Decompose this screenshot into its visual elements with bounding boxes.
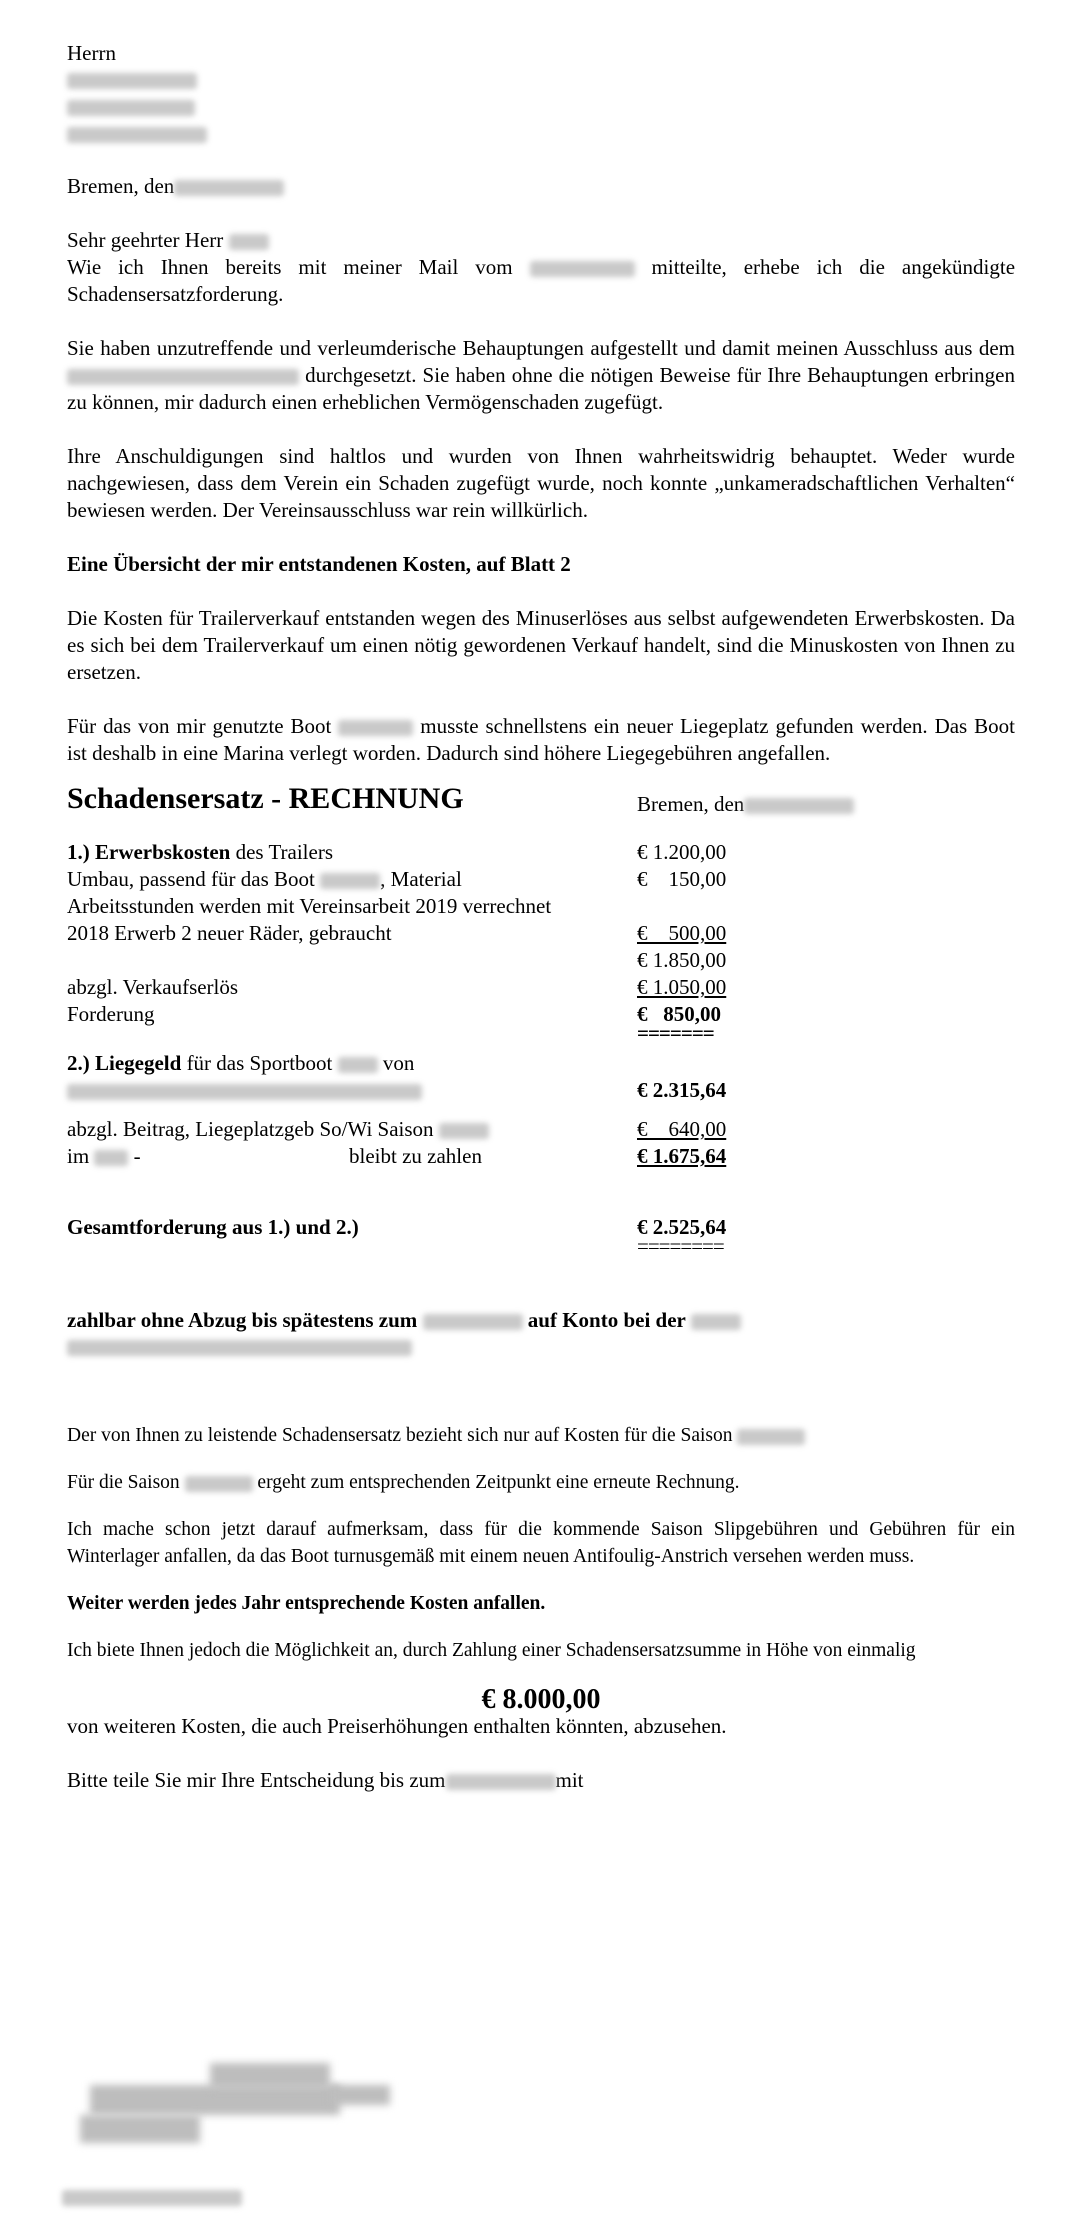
invoice-date-label: Bremen, den — [637, 792, 745, 816]
amount-conversion: € 150,00 — [637, 867, 727, 891]
row-berth-period — [67, 1077, 1015, 1104]
greeting — [67, 227, 1015, 254]
paragraph-accusation — [67, 335, 1015, 416]
redacted-season-2 — [737, 1429, 805, 1445]
letter-page — [67, 40, 1015, 1794]
dash-text: - — [133, 1144, 141, 1168]
invoice-title: Schadensersatz - RECHNUNG — [67, 782, 464, 815]
berth-fee-label — [67, 1050, 414, 1077]
row-berth-fee — [67, 1050, 1015, 1077]
next-season-text-b: ergeht zum entsprechenden Zeitpunkt eine erneute Rechnung. — [257, 1472, 740, 1493]
paragraph-allegations: Ihre Anschuldigungen sind haltlos und wurden von Ihnen wahrheitswidrig behauptet. Weder wurde nachgewiesen, dass dem Verein ein Schaden zugefügt wurde, noch konnte „unkameradschaftlichen Verhalten“ bewiesen werden. Der Vereinsausschluss war rein willkürlich. — [67, 444, 1015, 522]
remaining-prefix — [67, 1143, 141, 1170]
row-remaining — [67, 1143, 1015, 1170]
redacted-period — [67, 1084, 422, 1100]
boat-text-b: musste schnellstens ein neuer Liegeplatz gefunden werden. Das Boot ist deshalb in eine Marina verlegt worden. Dadurch sind höhere Liegegebühren angefallen. — [67, 714, 1015, 765]
redacted-due-date — [423, 1314, 523, 1330]
letter-date-line — [67, 173, 1015, 200]
row-work-hours — [67, 893, 1015, 920]
double-rule-1: ======= — [637, 1021, 714, 1045]
berth-deduction-label — [67, 1116, 489, 1143]
redacted-season — [439, 1123, 489, 1139]
redacted-name — [229, 234, 269, 250]
redacted-boat-name-3 — [338, 1057, 378, 1073]
redacted-date — [174, 180, 284, 196]
boat-text-a: Für das von mir genutzte Boot — [67, 714, 332, 738]
work-hours-text: Arbeitsstunden werden mit Vereinsarbeit 2019 verrechnet — [67, 894, 552, 918]
redacted-recipient-name — [67, 73, 197, 89]
conversion-text-a: Umbau, passend für das Boot — [67, 867, 315, 891]
amount-wheels: € 500,00 — [637, 921, 727, 945]
amount-berth-deduction: € 640,00 — [637, 1117, 727, 1141]
payment-terms — [67, 1307, 1015, 1334]
greeting-text: Sehr geehrter Herr — [67, 228, 224, 252]
redacted-sender-name — [62, 2190, 242, 2206]
decision-text-b: mit — [555, 1768, 584, 1792]
row-berth-deduction — [67, 1116, 1015, 1143]
amount-sale-proceeds: € 1.050,00 — [637, 975, 727, 999]
redacted-deadline — [446, 1774, 556, 1790]
paragraph-trailer: Die Kosten für Trailerverkauf entstanden wegen des Minuserlöses aus selbst aufgewendeten Erwerbskosten. Da es sich bei dem Trailerverkauf um einen nötig gewordenen Verkauf handelt, sind die Minuskosten von Ihnen zu ersetzen. — [67, 606, 1015, 684]
payment-text-b: auf Konto bei der — [527, 1308, 686, 1332]
redacted-season-3 — [185, 1476, 253, 1492]
redacted-invoice-date — [744, 798, 854, 814]
remaining-label: bleibt zu zahlen — [349, 1144, 482, 1168]
redacted-recipient-street — [67, 100, 195, 116]
row-spacer-2 — [67, 1170, 1015, 1214]
section2-heading: 2.) Liegegeld — [67, 1051, 182, 1075]
berth-period — [67, 1077, 422, 1104]
payment-text-a: zahlbar ohne Abzug bis spätestens zum — [67, 1308, 418, 1332]
redacted-signature — [80, 2045, 420, 2155]
accusation-text-a: Sie haben unzutreffende und verleumderische Behauptungen aufgestellt und damit meinen Ausschluss aus dem — [67, 336, 1015, 360]
section1-heading: 1.) Erwerbskosten — [67, 840, 231, 864]
paragraph-boat — [67, 713, 1015, 767]
next-season-text-a: Für die Saison — [67, 1472, 180, 1493]
closing-next-season — [67, 1469, 1015, 1496]
closing-offer: Ich biete Ihnen jedoch die Möglichkeit an, durch Zahlung einer Schadensersatzsumme in Höhe von einmalig — [67, 1640, 916, 1661]
intro-text-b: mitteilte, erhebe ich die angekündigte Schadensersatzforderung. — [67, 255, 1016, 306]
row-total — [67, 1214, 1015, 1241]
recipient-salutation: Herrn — [67, 41, 116, 65]
closing-upcoming-costs: Ich mache schon jetzt darauf aufmerksam, dass für die kommende Saison Slipgebühren und Gebühren für ein Winterlager anfallen, da das Boot turnusgemäß mit einem neuen Antifoulig-Anstrich versehen werden muss. — [67, 1519, 1015, 1567]
closing-decision — [67, 1767, 1015, 1794]
accusation-text-b: durchgesetzt. Sie haben ohne die nötigen Beweise für Ihre Behauptungen erbringen zu können, mir dadurch einen erheblichen Vermögenschaden zugefügt. — [67, 363, 1015, 414]
row-claim — [67, 1001, 1015, 1028]
amount-total: € 2.525,64 — [637, 1215, 727, 1239]
invoice-header — [67, 782, 1015, 825]
redacted-recipient-city — [67, 127, 207, 143]
amount-claim: € 850,00 — [637, 1002, 721, 1026]
total-label: Gesamtforderung aus 1.) und 2.) — [67, 1215, 359, 1239]
wheels-text: 2018 Erwerb 2 neuer Räder, gebraucht — [67, 921, 392, 945]
closing-yearly-costs: Weiter werden jedes Jahr entsprechende Kosten anfallen. — [67, 1593, 546, 1614]
row-wheels — [67, 920, 1015, 947]
section1-heading-rest: des Trailers — [235, 840, 334, 864]
berth-deduction-text: abzgl. Beitrag, Liegeplatzgeb So/Wi Saison — [67, 1117, 434, 1141]
row-spacer — [67, 1104, 1015, 1116]
redacted-bank — [691, 1314, 741, 1330]
section2-heading-rest: für das Sportboot — [186, 1051, 333, 1075]
conversion-text-b: , Material — [380, 867, 462, 891]
redacted-iban — [67, 1340, 412, 1356]
redacted-club-name — [67, 369, 299, 385]
closing-offer-continuation: von weiteren Kosten, die auch Preiserhöhungen enthalten könnten, abzusehen. — [67, 1714, 727, 1738]
closing-season — [67, 1422, 1015, 1449]
double-rule-2: ======== — [637, 1234, 724, 1258]
amount-trailer: € 1.200,00 — [637, 840, 727, 864]
row-conversion — [67, 866, 1015, 893]
row-double-rule-1 — [67, 1021, 1015, 1050]
redacted-boat-name — [338, 720, 413, 736]
amount-remaining: € 1.675,64 — [637, 1144, 727, 1168]
row-trailer-purchase — [67, 839, 1015, 866]
claim-label: Forderung — [67, 1002, 155, 1026]
row-trailer-label — [67, 839, 333, 866]
row-double-rule-2 — [67, 1234, 1015, 1263]
redacted-mail-date — [530, 261, 635, 277]
redacted-year — [94, 1150, 128, 1166]
row-sale-proceeds — [67, 974, 1015, 1001]
sale-proceeds-label: abzgl. Verkaufserlös — [67, 975, 239, 999]
offer-amount: € 8.000,00 — [481, 1684, 601, 1715]
amount-berth-fee: € 2.315,64 — [637, 1078, 727, 1102]
overview-heading: Eine Übersicht der mir entstandenen Kosten, auf Blatt 2 — [67, 552, 571, 576]
letter-date-label: Bremen, den — [67, 174, 175, 198]
decision-text-a: Bitte teile Sie mir Ihre Entscheidung bis zum — [67, 1768, 446, 1792]
im-text: im — [67, 1144, 90, 1168]
invoice-calculation — [67, 839, 1015, 1263]
section2-von: von — [382, 1051, 415, 1075]
closing-season-text: Der von Ihnen zu leistende Schadensersatz bezieht sich nur auf Kosten für die Saison — [67, 1425, 733, 1446]
row-conversion-label — [67, 866, 462, 893]
row-subtotal — [67, 947, 1015, 974]
invoice-date — [637, 791, 854, 818]
redacted-boat-name-2 — [320, 873, 380, 889]
intro-text-a: Wie ich Ihnen bereits mit meiner Mail vom — [67, 255, 513, 279]
amount-subtotal: € 1.850,00 — [637, 948, 727, 972]
paragraph-intro — [67, 254, 1015, 308]
